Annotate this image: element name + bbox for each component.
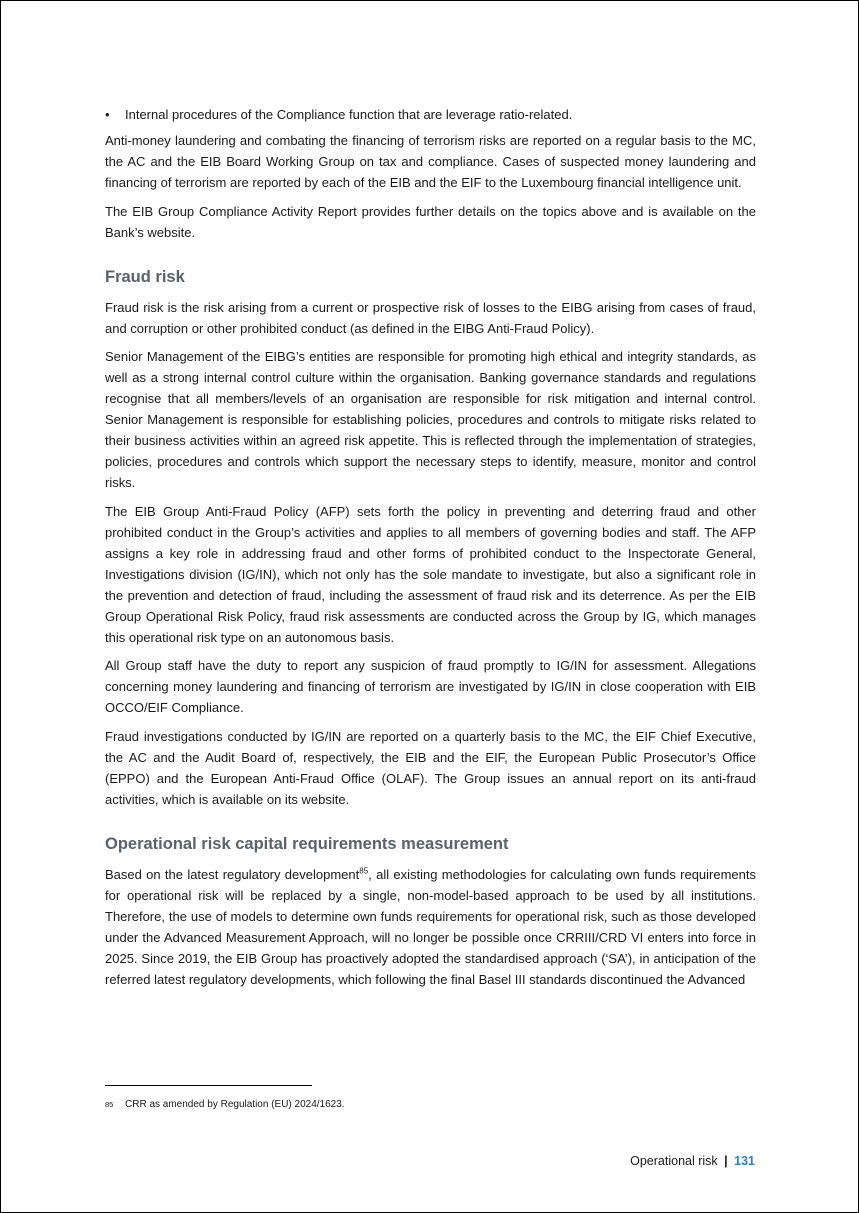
page-number: 131 bbox=[734, 1154, 755, 1168]
paragraph-rest: , all existing methodologies for calculating own funds requirements for operational risk will be replaced by a single, non-model-based approach to be used by all institutions. Therefore, the use of models to determine own funds requirements for operational risk, such as those developed under the Advanced Measurement Approach, will no longer be possible once CRRIII/CRD VI enters into force in 2025. Since 2019, the EIB Group has proactively adopted the standardised approach (‘SA’), in anticipation of the referred latest regulatory developments, which following the final Basel III standards discontinued the Advanced bbox=[105, 866, 757, 987]
bullet-item bbox=[105, 104, 756, 125]
paragraph-compliance-report: The EIB Group Compliance Activity Report provides further details on the topics above and is available on the Bank’s website. bbox=[105, 203, 756, 240]
bullet-text: Internal procedures of the Compliance function that are leverage ratio-related. bbox=[125, 107, 573, 122]
footnote-text: CRR as amended by Regulation (EU) 2024/1623. bbox=[125, 1099, 345, 1110]
paragraph-reporting-duty: All Group staff have the duty to report any suspicion of fraud promptly to IG/IN for assessment. Allegations concerning money laundering and financing of terrorism are investigated by IG/IN in close cooperation with EIB OCCO/EIF Compliance. bbox=[105, 658, 756, 715]
paragraph-senior-management: Senior Management of the EIBG’s entities are responsible for promoting high ethical and integrity standards, as well as a strong internal control culture within the organisation. Banking governance standards and regulations recognise that all members/levels of an organisation are responsible for risk mitigation and internal control. Senior Management is responsible for establishing policies, procedures and controls to mitigate risks related to their business activities within an agreed risk appetite. This is reflected through the implementation of strategies, policies, procedures and controls which support the necessary steps to identify, measure, monitor and control risks. bbox=[105, 349, 756, 490]
paragraph-regulatory-development bbox=[105, 864, 756, 990]
page-content bbox=[105, 104, 756, 997]
paragraph-fraud-investigations: Fraud investigations conducted by IG/IN are reported on a quarterly basis to the MC, the EIF Chief Executive, the AC and the Audit Board of, respectively, the EIB and the EIF, the European Public Prosecutor’s Office (EPPO) and the European Anti-Fraud Office (OLAF). The Group issues an annual report on its anti-fraud activities, which is available on its website. bbox=[105, 728, 756, 807]
heading-oprisk-capital: Operational risk capital requirements measurement bbox=[105, 834, 509, 853]
paragraph-start: Based on the latest regulatory development bbox=[105, 866, 360, 882]
footnote-number: 85 bbox=[105, 1100, 114, 1109]
bullet-icon: • bbox=[105, 107, 110, 122]
footnote-divider bbox=[105, 1085, 312, 1086]
heading-fraud-risk: Fraud risk bbox=[105, 267, 185, 286]
footnote-reference: 85 bbox=[359, 866, 369, 876]
page-footer bbox=[630, 1153, 755, 1169]
footnote bbox=[105, 1098, 345, 1112]
paragraph-fraud-definition: Fraud risk is the risk arising from a current or prospective risk of losses to the EIBG arising from cases of fraud, and corruption or other prohibited conduct (as defined in the EIBG Anti-Fraud Policy). bbox=[105, 299, 756, 336]
footer-section-title: Operational risk bbox=[630, 1154, 718, 1168]
footer-separator: | bbox=[724, 1154, 728, 1168]
paragraph-aml: Anti-money laundering and combating the financing of terrorism risks are reported on a regular basis to the MC, the AC and the EIB Board Working Group on tax and compliance. Cases of suspected money laundering and financing of terrorism are reported by each of the EIB and the EIF to the Luxembourg financial intelligence unit. bbox=[105, 133, 756, 190]
paragraph-anti-fraud-policy: The EIB Group Anti-Fraud Policy (AFP) sets forth the policy in preventing and deterring fraud and other prohibited conduct in the Group’s activities and applies to all members of governing bodies and staff. The AFP assigns a key role in addressing fraud and other forms of prohibited conduct to the Inspectorate General, Investigations division (IG/IN), which not only has the sole mandate to investigate, but also a significant role in the prevention and detection of fraud, including the assessment of fraud risk and its deterrence. As per the EIB Group Operational Risk Policy, fraud risk assessments are conducted across the Group by IG, which manages this operational risk type on an autonomous basis. bbox=[105, 503, 756, 645]
